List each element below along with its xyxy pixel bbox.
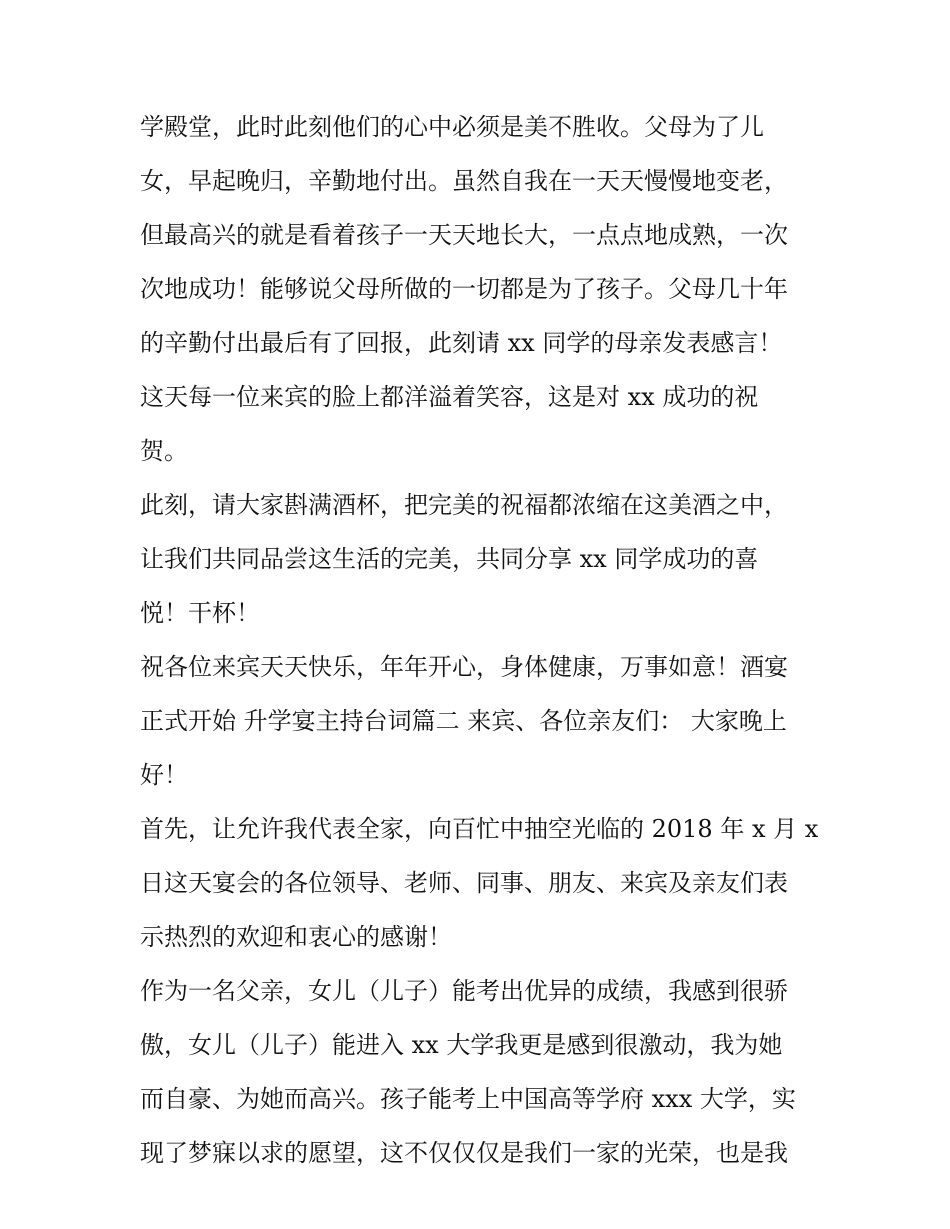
text-line: 现了梦寐以求的愿望，这不仅仅仅是我们一家的光荣，也是我 bbox=[140, 1139, 788, 1167]
text-line: 示热烈的欢迎和衷心的感谢！ bbox=[140, 923, 452, 951]
text-line: 这天每一位来宾的脸上都洋溢着笑容，这是对 xx 成功的祝 bbox=[140, 383, 759, 411]
text-line: 傲，女儿（儿子）能进入 xx 大学我更是感到很激动，我为她 bbox=[140, 1031, 783, 1059]
text-line: 作为一名父亲，女儿（儿子）能考出优异的成绩，我感到很骄 bbox=[140, 977, 788, 1005]
text-line: 让我们共同品尝这生活的完美，共同分享 xx 同学成功的喜 bbox=[140, 545, 759, 573]
text-line: 祝各位来宾天天快乐，年年开心，身体健康，万事如意！酒宴 bbox=[140, 653, 788, 681]
text-line: 此刻，请大家斟满酒杯，把完美的祝福都浓缩在这美酒之中， bbox=[140, 491, 788, 519]
text-line: 首先，让允许我代表全家，向百忙中抽空光临的 2018 年 x 月 x bbox=[140, 815, 819, 843]
text-line: 次地成功！能够说父母所做的一切都是为了孩子。父母几十年 bbox=[140, 275, 788, 303]
document-body bbox=[140, 100, 820, 1180]
text-line: 悦！干杯！ bbox=[140, 599, 260, 627]
text-line: 的辛勤付出最后有了回报，此刻请 xx 同学的母亲发表感言！ bbox=[140, 329, 783, 357]
text-line: 女，早起晚归，辛勤地付出。虽然自我在一天天慢慢地变老， bbox=[140, 167, 788, 195]
text-line: 日这天宴会的各位领导、老师、同事、朋友、来宾及亲友们表 bbox=[140, 869, 788, 897]
text-line: 好！ bbox=[140, 761, 188, 789]
text-line: 学殿堂，此时此刻他们的心中必须是美不胜收。父母为了儿 bbox=[140, 113, 764, 141]
text-line: 而自豪、为她而高兴。孩子能考上中国高等学府 xxx 大学，实 bbox=[140, 1085, 796, 1113]
text-line: 正式开始 升学宴主持台词篇二 来宾、各位亲友们： 大家晚上 bbox=[140, 707, 787, 735]
text-line: 贺。 bbox=[140, 437, 188, 465]
text-line: 但最高兴的就是看着孩子一天天地长大，一点点地成熟，一次 bbox=[140, 221, 788, 249]
